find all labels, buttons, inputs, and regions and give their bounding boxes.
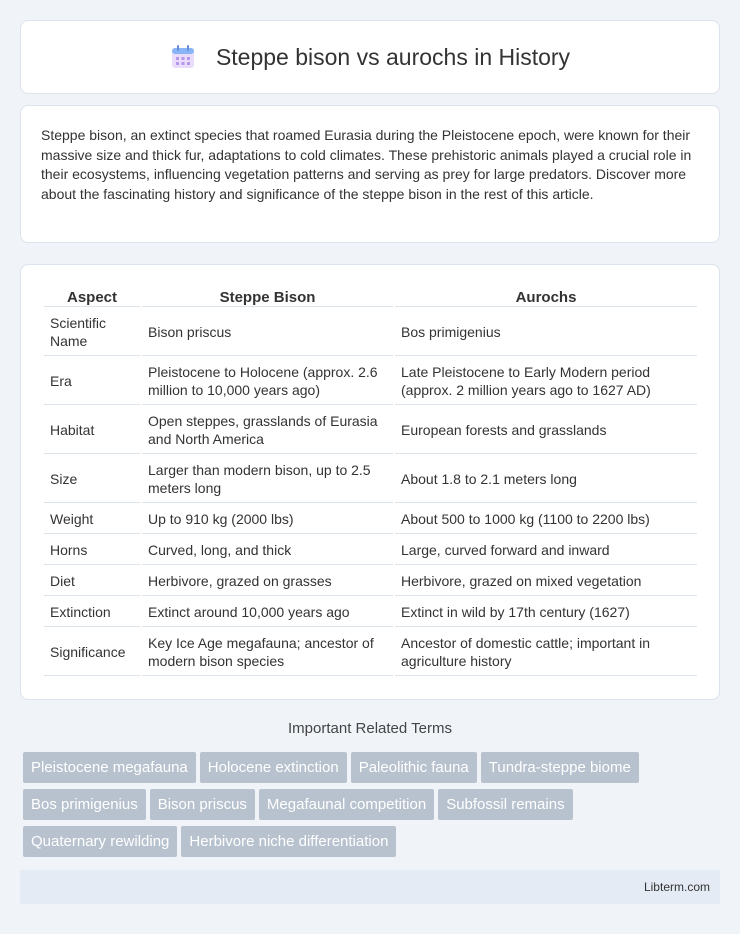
related-term-tag[interactable]: Tundra-steppe biome	[481, 752, 639, 783]
bison-cell: Extinct around 10,000 years ago	[142, 598, 393, 627]
header-aspect: Aspect	[44, 287, 140, 307]
aurochs-cell: Ancestor of domestic cattle; important in agriculture history	[395, 629, 697, 676]
bison-cell: Larger than modern bison, up to 2.5 meters long	[142, 456, 393, 503]
aspect-cell: Extinction	[44, 598, 140, 627]
table-row	[44, 505, 697, 534]
header-card	[20, 20, 720, 94]
intro-card	[20, 105, 720, 243]
table-header-row	[44, 287, 697, 307]
table-row	[44, 567, 697, 596]
aspect-cell: Diet	[44, 567, 140, 596]
page-title: Steppe bison vs aurochs in History	[215, 43, 571, 70]
bison-cell: Up to 910 kg (2000 lbs)	[142, 505, 393, 534]
bison-cell: Pleistocene to Holocene (approx. 2.6 million to 10,000 years ago)	[142, 358, 393, 405]
related-terms-list	[23, 752, 723, 863]
comparison-table	[42, 285, 699, 678]
header-steppe-bison: Steppe Bison	[142, 287, 393, 307]
related-terms-title: Important Related Terms	[288, 720, 452, 737]
aurochs-cell: Extinct in wild by 17th century (1627)	[395, 598, 697, 627]
related-term-tag[interactable]: Bos primigenius	[23, 789, 146, 820]
aspect-cell: Era	[44, 358, 140, 405]
related-term-tag[interactable]: Paleolithic fauna	[351, 752, 477, 783]
comparison-card	[20, 264, 720, 700]
aurochs-cell: Bos primigenius	[395, 309, 697, 356]
bison-cell: Key Ice Age megafauna; ancestor of modern bison species	[142, 629, 393, 676]
intro-text: Steppe bison, an extinct species that roamed Eurasia during the Pleistocene epoch, were known for their massive size and thick fur, adaptations to cold climates. These prehistoric animals played a crucial role in their ecosystems, influencing vegetation patterns and serving as prey for large predators. Discover more about the fascinating history and significance of the steppe bison in the rest of this article.	[41, 127, 692, 202]
aurochs-cell: Large, curved forward and inward	[395, 536, 697, 565]
aurochs-cell: European forests and grasslands	[395, 407, 697, 454]
bison-cell: Herbivore, grazed on grasses	[142, 567, 393, 596]
footer	[20, 870, 720, 904]
table-row	[44, 309, 697, 356]
related-term-tag[interactable]: Pleistocene megafauna	[23, 752, 196, 783]
table-row	[44, 407, 697, 454]
bison-cell: Open steppes, grasslands of Eurasia and North America	[142, 407, 393, 454]
aurochs-cell: About 1.8 to 2.1 meters long	[395, 456, 697, 503]
aspect-cell: Significance	[44, 629, 140, 676]
related-term-tag[interactable]: Quaternary rewilding	[23, 826, 177, 857]
table-row	[44, 358, 697, 405]
table-row	[44, 598, 697, 627]
aurochs-cell: Herbivore, grazed on mixed vegetation	[395, 567, 697, 596]
bison-cell: Curved, long, and thick	[142, 536, 393, 565]
table-row	[44, 536, 697, 565]
header-aurochs: Aurochs	[395, 287, 697, 307]
related-term-tag[interactable]: Subfossil remains	[438, 789, 572, 820]
aspect-cell: Size	[44, 456, 140, 503]
table-row	[44, 629, 697, 676]
aspect-cell: Horns	[44, 536, 140, 565]
calendar-icon	[170, 44, 196, 70]
aurochs-cell: Late Pleistocene to Early Modern period (approx. 2 million years ago to 1627 AD)	[395, 358, 697, 405]
footer-site-link[interactable]: Libterm.com	[643, 880, 710, 894]
related-term-tag[interactable]: Holocene extinction	[200, 752, 347, 783]
aurochs-cell: About 500 to 1000 kg (1100 to 2200 lbs)	[395, 505, 697, 534]
related-term-tag[interactable]: Bison priscus	[150, 789, 255, 820]
related-term-tag[interactable]: Megafaunal competition	[259, 789, 434, 820]
related-term-tag[interactable]: Herbivore niche differentiation	[181, 826, 396, 857]
table-row	[44, 456, 697, 503]
aspect-cell: Habitat	[44, 407, 140, 454]
bison-cell: Bison priscus	[142, 309, 393, 356]
aspect-cell: Weight	[44, 505, 140, 534]
aspect-cell: Scientific Name	[44, 309, 140, 356]
